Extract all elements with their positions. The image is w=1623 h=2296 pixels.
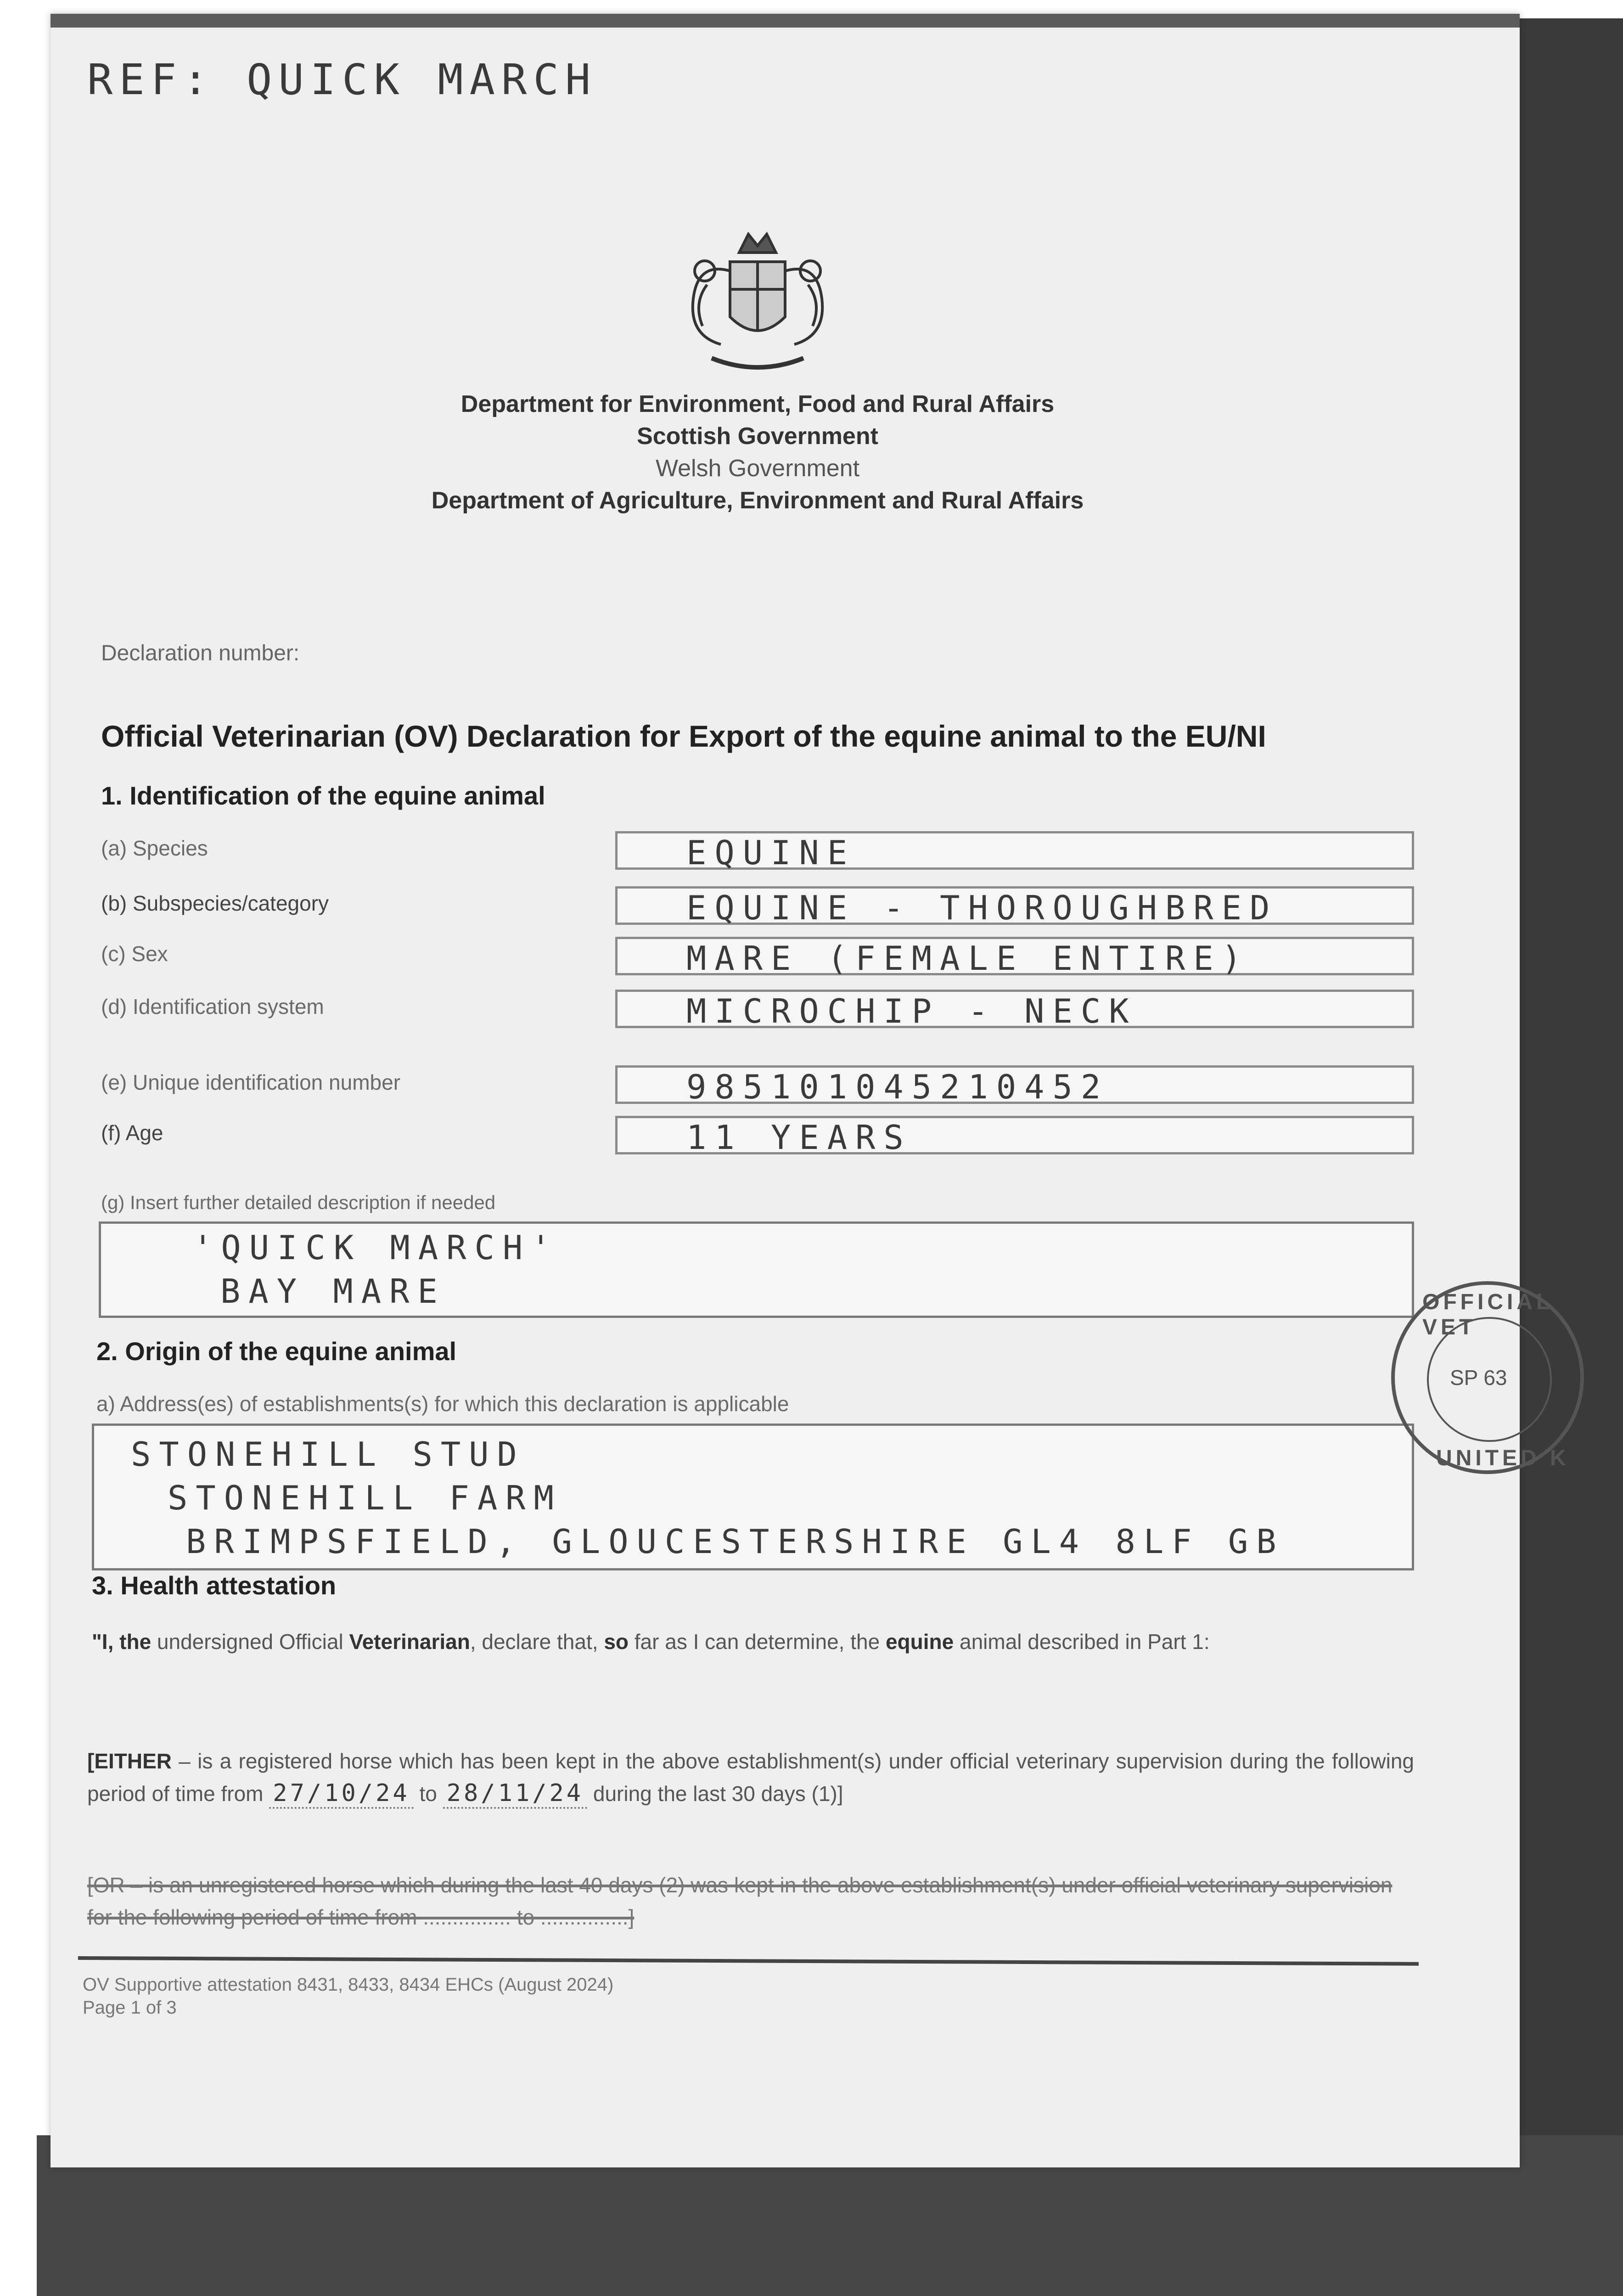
agency-defra: Department for Environment, Food and Rural Affairs bbox=[461, 391, 1055, 417]
either-clause bbox=[87, 1745, 1414, 1810]
description-line-2: BAY MARE bbox=[220, 1272, 446, 1311]
agency-daera: Department of Agriculture, Environment and Rural Affairs bbox=[431, 487, 1084, 514]
sex-label: (c) Sex bbox=[101, 942, 168, 966]
species-value: EQUINE bbox=[686, 833, 856, 872]
sex-field bbox=[615, 937, 1414, 978]
stamp-arc-top-text: OFFICIAL VET bbox=[1422, 1290, 1553, 1339]
date-to-label: to bbox=[413, 1782, 443, 1806]
page-title: Official Veterinarian (OV) Declaration for Export of the equine animal to the EU/NI bbox=[101, 719, 1266, 753]
or-text: – is an unregistered horse which during the last 40 days (2) was kept in the above establishment(s) under official veterinary supervision for the following period of time from ............... to ...............] bbox=[87, 1873, 1393, 1929]
unique-id-field bbox=[615, 1065, 1414, 1104]
stamp-arc-bottom-text: UNITED K bbox=[1436, 1446, 1570, 1470]
agency-scottish-government: Scottish Government bbox=[637, 423, 878, 450]
or-prefix: [OR bbox=[87, 1873, 125, 1897]
subspecies-value: EQUINE - THOROUGHBRED bbox=[686, 889, 1278, 927]
address-line-2: STONEHILL FARM bbox=[168, 1479, 562, 1517]
age-label: (f) Age bbox=[101, 1121, 163, 1145]
section-1-heading: 1. Identification of the equine animal bbox=[101, 781, 545, 810]
subspecies-label: (b) Subspecies/category bbox=[101, 891, 329, 915]
intro-bold-4: equine bbox=[885, 1630, 954, 1654]
description-line-1: 'QUICK MARCH' bbox=[193, 1228, 559, 1267]
footer-form-reference: OV Supportive attestation 8431, 8433, 8434 EHCs (August 2024) bbox=[83, 1975, 614, 1995]
either-prefix: [EITHER bbox=[87, 1749, 172, 1773]
either-suffix: during the last 30 days (1)] bbox=[587, 1782, 843, 1806]
health-attestation-intro bbox=[92, 1626, 1414, 1658]
address-box bbox=[92, 1424, 1414, 1570]
species-field bbox=[615, 831, 1414, 870]
age-field bbox=[615, 1116, 1414, 1157]
description-label: (g) Insert further detailed description if needed bbox=[101, 1192, 496, 1213]
address-line-3: BRIMPSFIELD, GLOUCESTERSHIRE GL4 8LF GB bbox=[186, 1522, 1285, 1561]
intro-bold-3: so bbox=[604, 1630, 629, 1654]
royal-coat-of-arms-icon bbox=[661, 220, 854, 395]
date-to-value: 28/11/24 bbox=[443, 1779, 587, 1809]
intro-bold-1: "I, the bbox=[92, 1630, 152, 1654]
age-value: 11 YEARS bbox=[686, 1118, 912, 1157]
description-box bbox=[99, 1221, 1414, 1318]
section-3-heading: 3. Health attestation bbox=[92, 1571, 337, 1600]
subspecies-field bbox=[615, 886, 1414, 925]
official-vet-stamp bbox=[1391, 1281, 1584, 1474]
address-label: a) Address(es) of establishments(s) for which this declaration is applicable bbox=[96, 1392, 789, 1416]
handwritten-reference: REF: QUICK MARCH bbox=[87, 55, 597, 104]
agency-welsh-government: Welsh Government bbox=[655, 455, 860, 482]
intro-text-2: , declare that, bbox=[470, 1630, 604, 1654]
sex-value: MARE (FEMALE ENTIRE) bbox=[686, 939, 1250, 978]
identification-system-value: MICROCHIP - NECK bbox=[686, 992, 1137, 1030]
species-label: (a) Species bbox=[101, 836, 208, 860]
address-line-1: STONEHILL STUD bbox=[131, 1435, 525, 1474]
stamp-code: SP 63 bbox=[1450, 1366, 1507, 1390]
intro-bold-2: Veterinarian bbox=[349, 1630, 470, 1654]
intro-text-1: undersigned Official bbox=[151, 1630, 349, 1654]
intro-text-4: animal described in Part 1: bbox=[954, 1630, 1210, 1654]
footer-page-number: Page 1 of 3 bbox=[83, 1998, 177, 2018]
identification-system-field bbox=[615, 990, 1414, 1028]
unique-id-label: (e) Unique identification number bbox=[101, 1070, 401, 1094]
identification-system-label: (d) Identification system bbox=[101, 995, 324, 1019]
declaration-number-label: Declaration number: bbox=[101, 641, 300, 665]
or-clause bbox=[87, 1869, 1414, 1933]
intro-text-3: far as I can determine, the bbox=[629, 1630, 886, 1654]
unique-id-value: 985101045210452 bbox=[686, 1068, 1109, 1106]
either-text: – is a registered horse which has been kept in the above establishment(s) under official veterinary supervision during the following period of time from bbox=[87, 1749, 1414, 1806]
date-from-value: 27/10/24 bbox=[269, 1779, 413, 1809]
section-2-heading: 2. Origin of the equine animal bbox=[96, 1337, 457, 1366]
